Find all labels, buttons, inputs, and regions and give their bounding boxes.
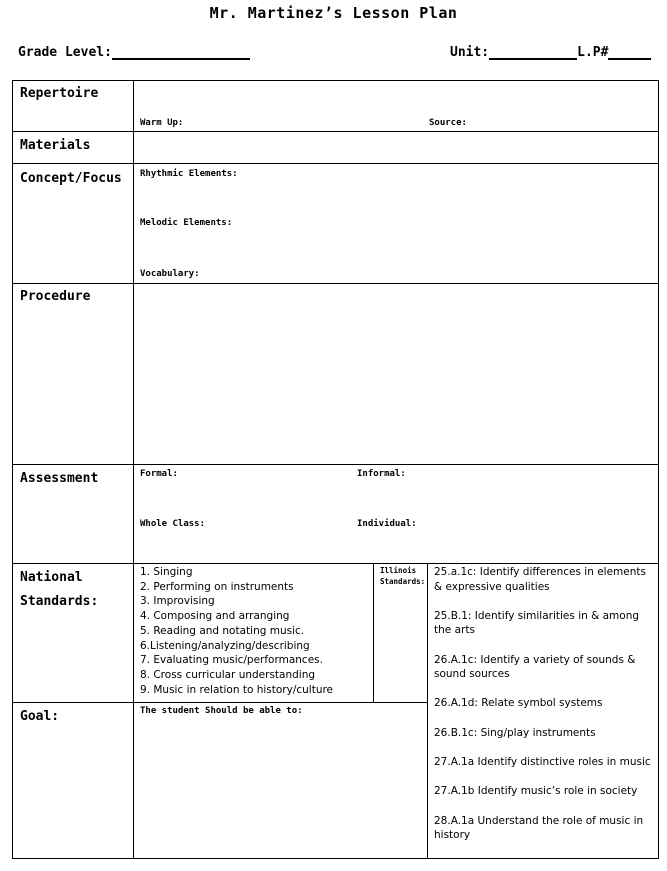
row-divider [13, 131, 658, 132]
source-label: Source: [429, 118, 467, 128]
warm-up-label: Warm Up: [140, 118, 184, 128]
whole-class-label: Whole Class: [140, 519, 206, 529]
list-item: 26.A.1c: Identify a variety of sounds & sound sources [434, 653, 636, 681]
unit-label: Unit: [450, 45, 490, 60]
informal-label: Informal: [357, 469, 406, 479]
melodic-elements-label: Melodic Elements: [140, 218, 233, 228]
list-item: 9. Music in relation to history/culture [140, 683, 334, 696]
standards-divider [373, 563, 374, 702]
row-divider [13, 563, 658, 564]
list-item: 4. Composing and arranging [140, 610, 290, 623]
goal-label: Goal: [20, 709, 60, 724]
list-item: 3. Improvising [140, 595, 215, 608]
individual-label: Individual: [357, 519, 417, 529]
illinois-label-line: Illinois [380, 566, 417, 575]
illinois-standards-list [434, 565, 656, 857]
national-standards-list [140, 565, 333, 697]
list-item: 1. Singing [140, 566, 193, 578]
list-item: 26.B.1c: Sing/play instruments [434, 726, 596, 739]
concept-focus-label: Concept/Focus [20, 171, 122, 186]
row-divider [13, 163, 658, 164]
illinois-label-line: Standards: [380, 577, 426, 586]
list-item: 25.a.1c: Identify differences in elements & expressive qualities [434, 566, 646, 593]
lp-label: L.P# [577, 45, 609, 60]
grade-level-blank[interactable] [112, 44, 250, 60]
rhythmic-elements-label: Rhythmic Elements: [140, 169, 238, 179]
list-item: 8. Cross curricular understanding [140, 668, 316, 681]
list-item: 5. Reading and notating music. [140, 624, 305, 637]
row-divider [13, 283, 658, 284]
illinois-divider [427, 563, 428, 858]
formal-label: Formal: [140, 469, 178, 479]
procedure-label: Procedure [20, 289, 91, 304]
list-item: 7. Evaluating music/performances. [140, 654, 323, 667]
repertoire-label: Repertoire [20, 86, 99, 101]
row-divider [13, 464, 658, 465]
materials-label: Materials [20, 138, 91, 153]
page-title: Mr. Martinez’s Lesson Plan [209, 4, 458, 22]
grade-level-label: Grade Level: [18, 45, 112, 60]
list-item: 25.B.1: Identify similarities in & among the arts [434, 609, 640, 637]
list-item: 27.A.1b Identify music’s role in society [434, 785, 638, 798]
vocabulary-label: Vocabulary: [140, 269, 200, 279]
unit-field [450, 44, 651, 60]
list-item: 27.A.1a Identify distinctive roles in music [434, 755, 651, 768]
unit-blank[interactable] [489, 44, 577, 60]
list-item: 26.A.1d: Relate symbol systems [434, 697, 603, 710]
grade-level-field [18, 44, 250, 60]
lp-blank[interactable] [608, 44, 651, 60]
list-item: 6.Listening/analyzing/describing [140, 639, 310, 652]
goal-prompt: The student Should be able to: [140, 706, 303, 716]
label-column-divider [133, 81, 134, 858]
lesson-plan-table [12, 80, 659, 859]
national-standards-label: National Standards: [20, 570, 99, 609]
row-divider [13, 702, 427, 703]
illinois-standards-label [380, 565, 425, 587]
assessment-label: Assessment [20, 471, 99, 486]
list-item: 2. Performing on instruments [140, 580, 294, 593]
list-item: 28.A.1a Understand the role of music in history [434, 814, 644, 842]
